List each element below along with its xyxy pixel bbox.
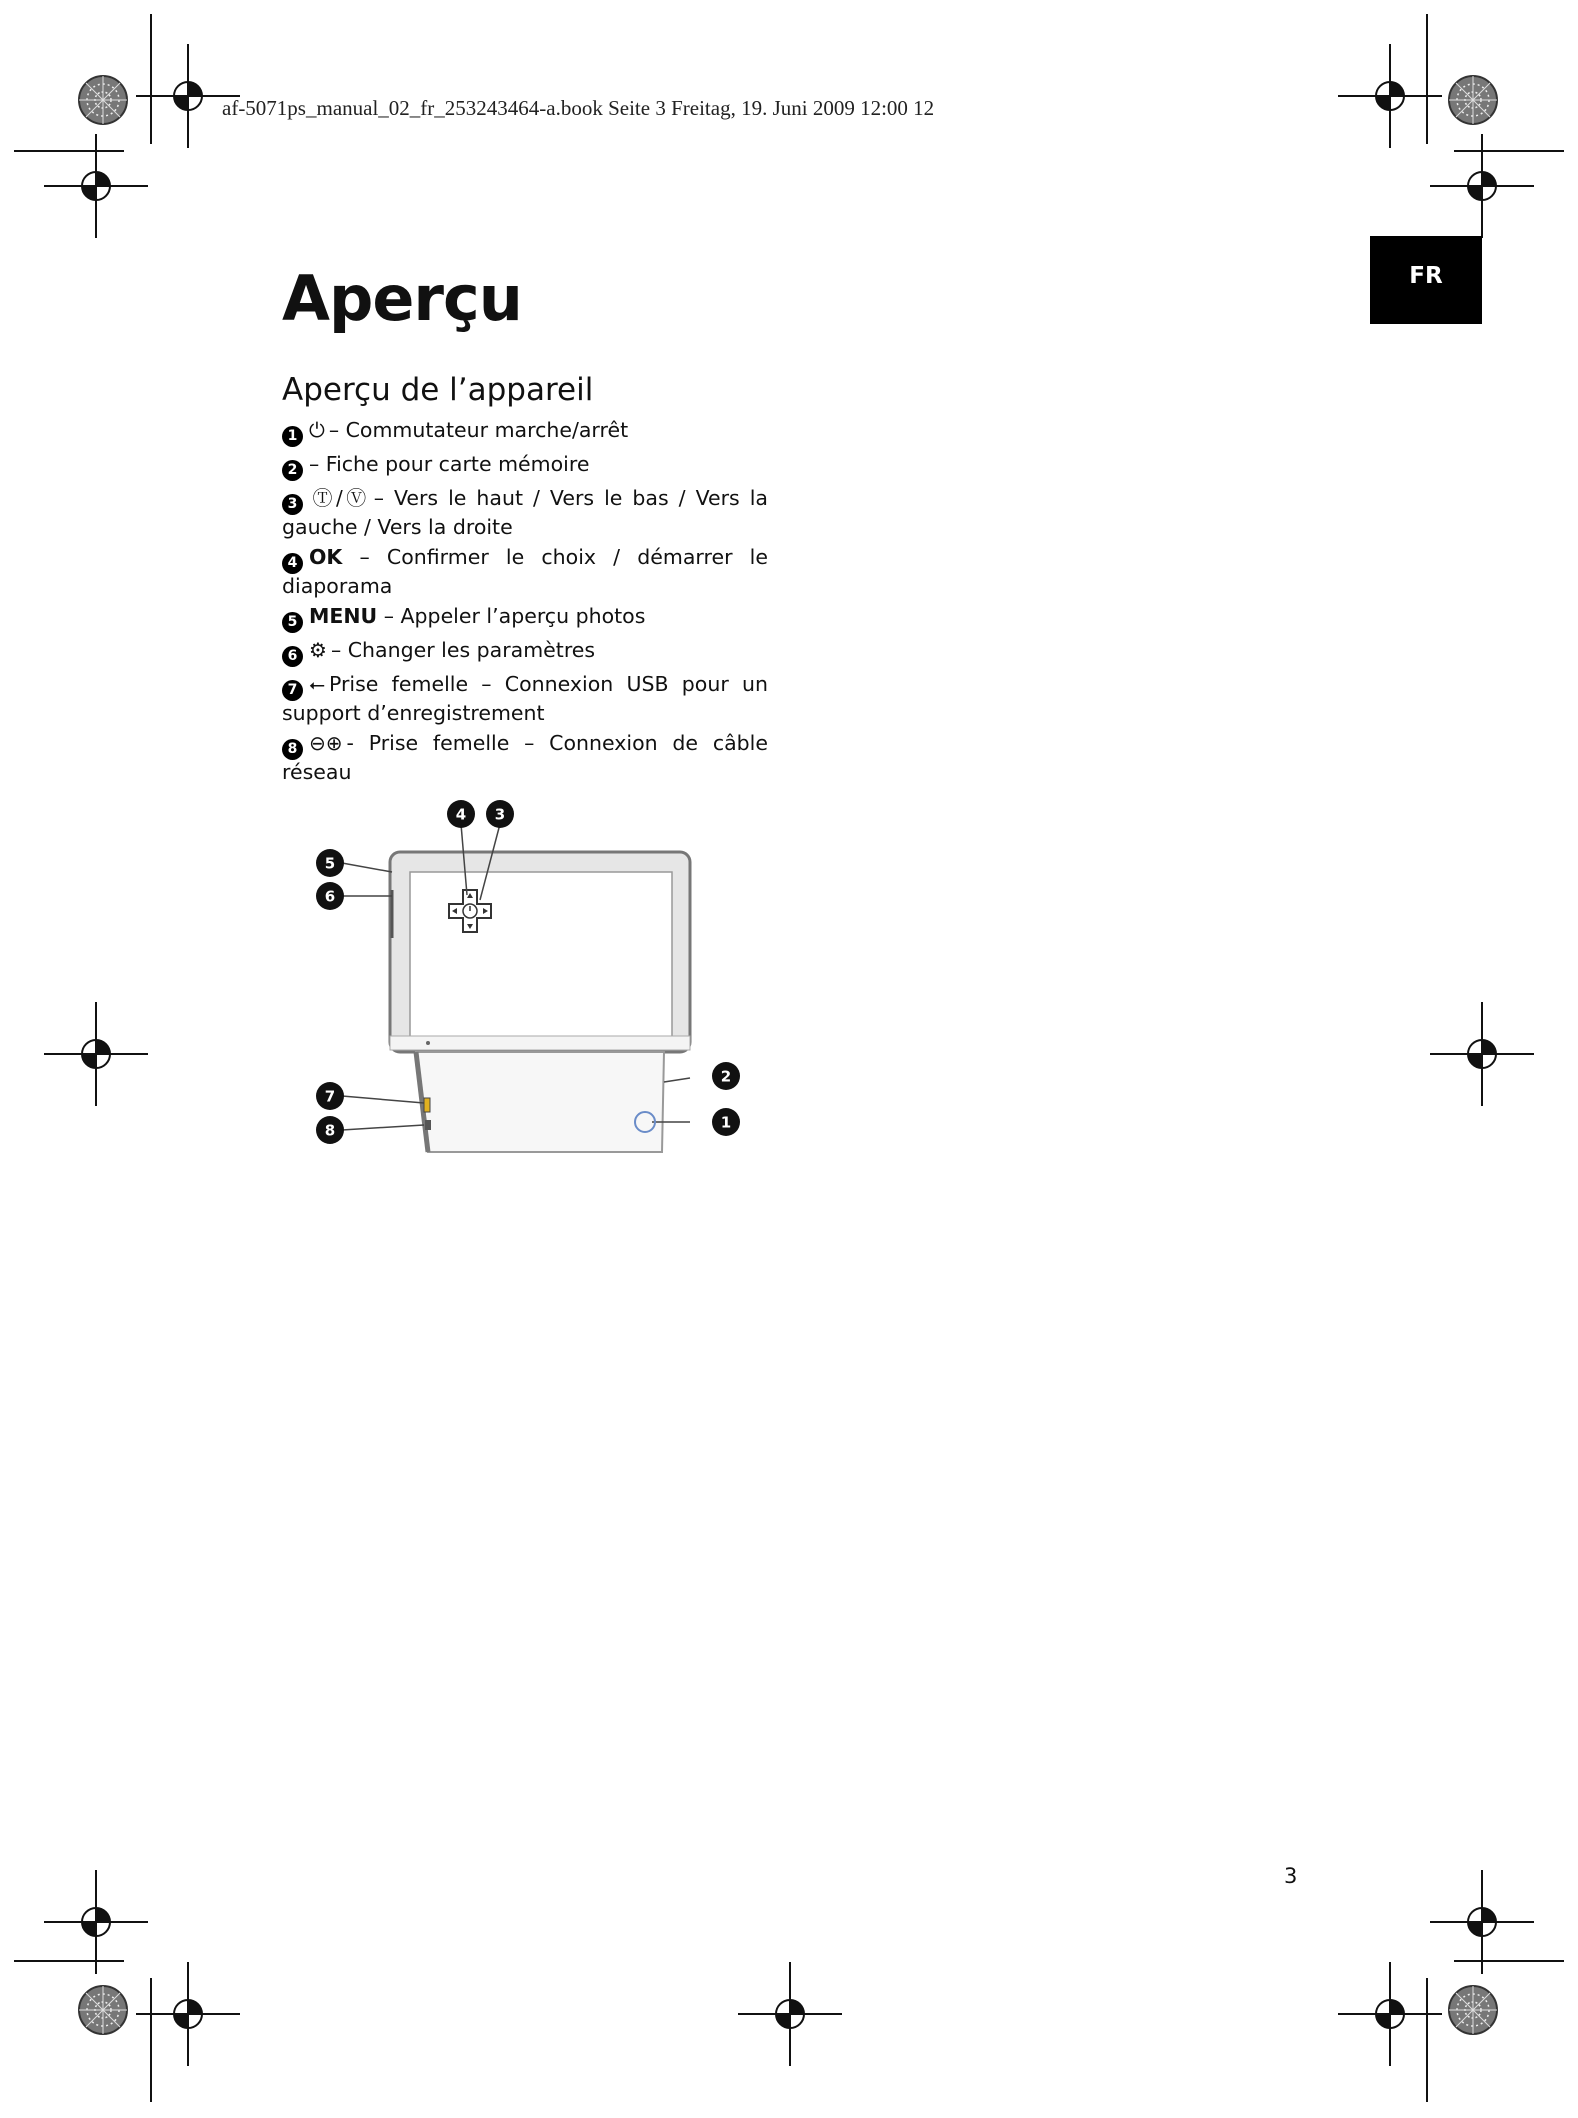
number-badge: 3 xyxy=(282,494,303,515)
list-item xyxy=(282,672,768,726)
callout-badge xyxy=(486,800,514,828)
list-item xyxy=(282,452,768,481)
crosshair-mark xyxy=(136,1962,240,2066)
callout-badge xyxy=(316,1116,344,1144)
number-badge: 1 xyxy=(282,426,303,447)
callout-number: 6 xyxy=(324,887,336,906)
callout-badge xyxy=(316,1082,344,1110)
number-badge: 4 xyxy=(282,553,303,574)
star-target xyxy=(1449,1986,1497,2034)
usb-icon: ⭠ xyxy=(309,672,325,696)
item-text: - Prise femelle – Connexion de câble réseau xyxy=(282,731,768,784)
print-header: af-5071ps_manual_02_fr_253243464-a.book Seite 3 Freitag, 19. Juni 2009 12:00 12 xyxy=(222,96,935,120)
callout-badge xyxy=(712,1108,740,1136)
callout-number: 5 xyxy=(324,854,336,873)
item-keyword: MENU xyxy=(309,604,378,628)
callout-number: 4 xyxy=(455,805,467,824)
page-number: 3 xyxy=(1284,1864,1298,1888)
number-badge: 8 xyxy=(282,739,303,760)
item-text: – Changer les paramètres xyxy=(330,638,596,662)
callout-number: 8 xyxy=(324,1121,336,1140)
star-target xyxy=(79,76,127,124)
language-tab-label: FR xyxy=(1409,263,1443,289)
item-text: – Commutateur marche/arrêt xyxy=(328,418,629,442)
language-tab xyxy=(1370,236,1482,324)
up-down-arrow-icon: Ⓣ/Ⓥ xyxy=(309,486,370,510)
callout-number: 2 xyxy=(720,1067,732,1086)
callout-badge xyxy=(712,1062,740,1090)
crosshair-mark xyxy=(1430,1002,1534,1106)
list-item xyxy=(282,731,768,785)
crosshair-mark xyxy=(44,1002,148,1106)
item-text: – Confirmer le choix / démarrer le diaporama xyxy=(282,545,768,598)
item-text: – Fiche pour carte mémoire xyxy=(309,452,590,476)
crosshair-mark xyxy=(44,134,148,238)
power-jack-icon: ⊖⊕ xyxy=(309,731,343,755)
item-keyword: OK xyxy=(309,545,343,569)
photo-frame-illustration xyxy=(390,852,690,1152)
crosshair-mark xyxy=(44,1870,148,1974)
feature-list xyxy=(282,418,768,790)
item-text: Prise femelle – Connexion USB pour un support d’enregistrement xyxy=(282,672,768,725)
list-item xyxy=(282,638,768,667)
star-target xyxy=(79,1986,127,2034)
crosshair-mark xyxy=(738,1962,842,2066)
section-title: Aperçu de l’appareil xyxy=(282,372,594,408)
device-diagram xyxy=(310,800,760,1160)
crosshair-mark xyxy=(1430,1870,1534,1974)
number-badge: 2 xyxy=(282,460,303,481)
callout-number: 3 xyxy=(494,805,506,824)
callout-number: 7 xyxy=(324,1087,336,1106)
number-badge: 7 xyxy=(282,680,303,701)
callout-badge xyxy=(447,800,475,828)
settings-icon: ⚙ xyxy=(309,638,327,662)
number-badge: 5 xyxy=(282,612,303,633)
callout-number: 1 xyxy=(720,1113,732,1132)
item-text: – Vers le haut / Vers le bas / Vers la gauche / Vers la droite xyxy=(282,486,768,539)
power-icon: ⏻ xyxy=(309,418,325,442)
list-item xyxy=(282,604,768,633)
callout-badge xyxy=(316,882,344,910)
list-item xyxy=(282,545,768,599)
crosshair-mark xyxy=(1338,1962,1442,2066)
number-badge: 6 xyxy=(282,646,303,667)
callout-badge xyxy=(316,849,344,877)
star-target xyxy=(1449,76,1497,124)
crosshair-mark xyxy=(1338,44,1442,148)
list-item xyxy=(282,486,768,540)
crosshair-mark xyxy=(1430,134,1534,238)
item-text: – Appeler l’aperçu photos xyxy=(383,604,646,628)
page-title: Aperçu xyxy=(282,262,522,335)
list-item xyxy=(282,418,768,447)
